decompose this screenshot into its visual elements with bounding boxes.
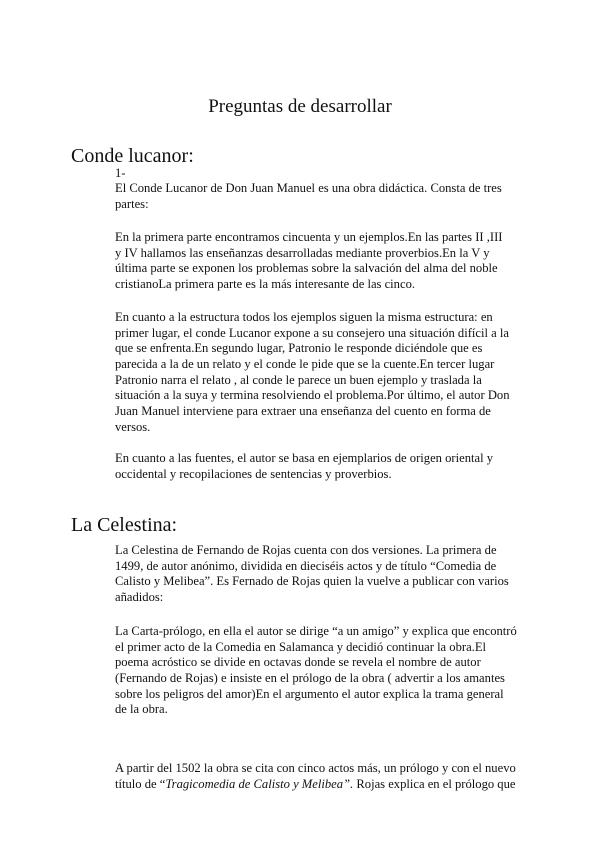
text-line: de la obra. — [115, 702, 168, 717]
text-line: partes: — [115, 196, 149, 211]
text-line — [115, 777, 516, 793]
section-heading-conde-lucanor: Conde lucanor: — [71, 145, 194, 167]
number: 1- — [115, 166, 126, 180]
text-line: que se enfrenta.En segundo lugar, Patronio le responde diciéndole que es — [115, 341, 483, 356]
italic-title: Tragicomedia de Calisto y Melibea”. — [165, 776, 354, 791]
paragraph — [115, 761, 516, 792]
text-line: Calisto y Melibea”. Es Fernado de Rojas quien la vuelve a publicar con varios — [115, 574, 509, 589]
text-line: y IV hallamos las enseñanzas desarrolladas mediante proverbios.En la V y — [115, 245, 490, 260]
text-line: El Conde Lucanor de Don Juan Manuel es una obra didáctica. Consta de tres — [115, 181, 502, 195]
paragraph — [115, 624, 517, 718]
paragraph — [115, 181, 502, 212]
text-line: (Fernando de Rojas) e insiste en el prólogo de la obra ( advertir a los amantes — [115, 671, 505, 686]
text-line: primer lugar, el conde Lucanor expone a su consejero una situación difícil a la — [115, 325, 509, 340]
text-line: sobre los peligros del amor)En el argumento el autor explica la trama general — [115, 686, 504, 701]
text-line: La Carta-prólogo, en ella el autor se dirige “a un amigo” y explica que encontró — [115, 624, 517, 638]
text-line: añadidos: — [115, 590, 164, 605]
text-run: Rojas explica en el prólogo que — [353, 776, 516, 791]
text-line: última parte se exponen los problemas sobre la salvación del alma del noble — [115, 261, 498, 276]
text-line: A partir del 1502 la obra se cita con cinco actos más, un prólogo y con el nuevo — [115, 761, 516, 775]
text-line: poema acróstico se divide en octavas donde se revela el nombre de autor — [115, 655, 481, 670]
text-run: título de “ — [115, 776, 166, 791]
text-line: En cuanto a la estructura todos los ejemplos siguen la misma estructura: en — [115, 310, 493, 324]
text-line: Juan Manuel interviene para extraer una enseñanza del cuento en forma de — [115, 404, 491, 419]
text-line: cristianoLa primera parte es la más interesante de las cinco. — [115, 277, 416, 292]
text-line: Patronio narra el relato , al conde le parece un buen ejemplo y traslada la — [115, 372, 482, 387]
paragraph — [115, 310, 510, 436]
text-line: 1499, de autor anónimo, dividida en dieciséis actos y de título “Comedia de — [115, 558, 497, 573]
section-heading-la-celestina: La Celestina: — [71, 514, 178, 536]
text-line: occidental y recopilaciones de sentencias y proverbios. — [115, 466, 392, 481]
paragraph — [115, 543, 509, 606]
question-number — [115, 166, 126, 182]
page-title: Preguntas de desarrollar — [208, 96, 392, 117]
paragraph — [115, 451, 493, 482]
text-line: el primer acto de la Comedia en Salamanca y decidió continuar la obra.El — [115, 639, 487, 654]
text-line: En la primera parte encontramos cincuenta y un ejemplos.En las partes II ,III — [115, 230, 503, 244]
text-line: situación a la suya y termina resolviendo el problema.Por último, el autor Don — [115, 388, 510, 403]
text-line: En cuanto a las fuentes, el autor se basa en ejemplarios de origen oriental y — [115, 451, 494, 465]
text-line: versos. — [115, 419, 151, 434]
paragraph — [115, 230, 502, 293]
text-line: parecida a la de un relato y el conde le pide que se la cuente.En tercer lugar — [115, 357, 495, 372]
text-line: La Celestina de Fernando de Rojas cuenta con dos versiones. La primera de — [115, 543, 497, 557]
